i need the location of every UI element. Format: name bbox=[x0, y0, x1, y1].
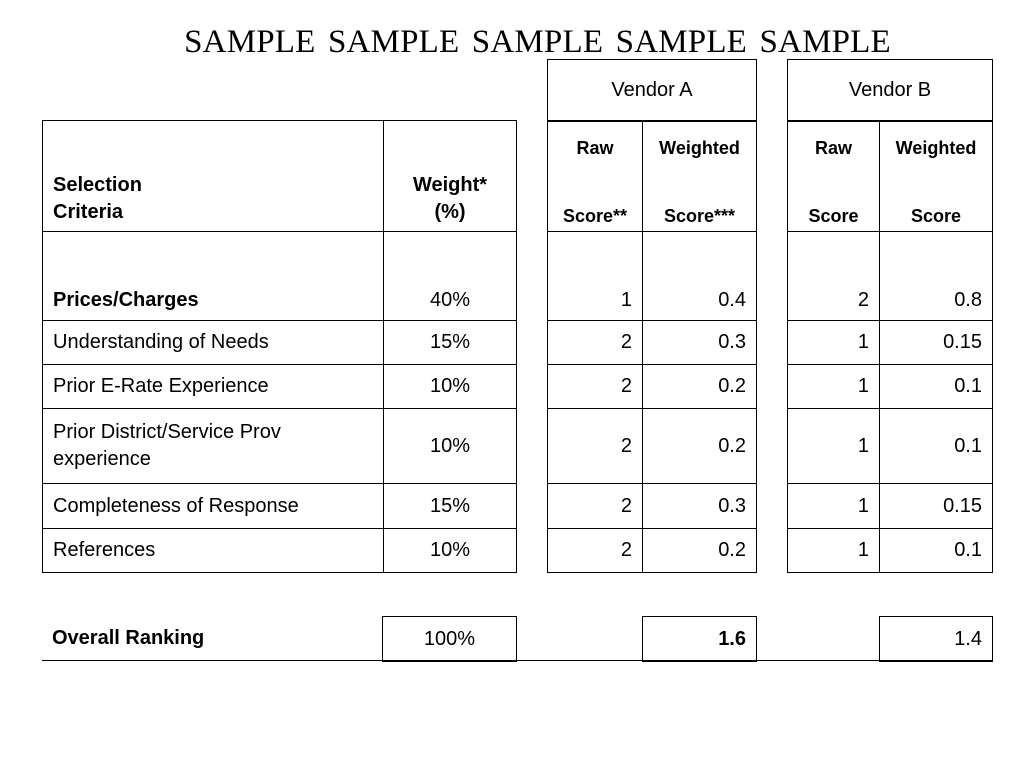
overall-b-box bbox=[879, 616, 993, 662]
criteria-cell: Prior District/Service Prov experience bbox=[43, 409, 384, 484]
vendor-b-raw-cell: 1 bbox=[788, 321, 880, 365]
vendor-a-label: Vendor A bbox=[548, 60, 757, 122]
vendor-a-raw-cell: 2 bbox=[548, 484, 643, 529]
vendor-a-weighted-cell: 0.3 bbox=[643, 484, 757, 529]
vendor-a-raw-cell: 2 bbox=[548, 321, 643, 365]
criteria-cell: Understanding of Needs bbox=[43, 321, 384, 365]
criteria-cell: References bbox=[43, 529, 384, 573]
vendor-b-raw-cell: 1 bbox=[788, 409, 880, 484]
vendor-b-weighted-cell: 0.1 bbox=[880, 365, 993, 409]
vendor-b-raw-cell: 1 bbox=[788, 484, 880, 529]
vendor-b-weighted-cell: 0.1 bbox=[880, 409, 993, 484]
criteria-cell: Prior E-Rate Experience bbox=[43, 365, 384, 409]
vendor-a-raw-cell: 1 bbox=[548, 232, 643, 321]
vendor-a-raw-cell: 2 bbox=[548, 409, 643, 484]
weight-cell: 15% bbox=[384, 321, 517, 365]
overall-ranking-label: Overall Ranking bbox=[42, 616, 382, 661]
vendor-a-raw-header: Raw Score** bbox=[548, 121, 643, 232]
overall-a-weighted-cell: 1.6 bbox=[643, 617, 757, 662]
page-title: SAMPLE SAMPLE SAMPLE SAMPLE SAMPLE bbox=[184, 24, 891, 60]
vendor-a-weighted-cell: 0.2 bbox=[643, 409, 757, 484]
overall-weight-cell: 100% bbox=[383, 617, 517, 662]
weight-cell: 15% bbox=[384, 484, 517, 529]
criteria-cell: Completeness of Response bbox=[43, 484, 384, 529]
vendor-a-raw-cell: 2 bbox=[548, 529, 643, 573]
weight-cell: 40% bbox=[384, 232, 517, 321]
overall-a-box bbox=[642, 616, 757, 662]
weight-cell: 10% bbox=[384, 529, 517, 573]
vendor-a-weighted-header: Weighted Score*** bbox=[643, 121, 757, 232]
criteria-header: Selection Criteria bbox=[43, 121, 384, 232]
vendor-b-raw-cell: 2 bbox=[788, 232, 880, 321]
vendor-b-table bbox=[787, 120, 993, 573]
vendor-b-header-box bbox=[787, 59, 993, 122]
vendor-b-raw-cell: 1 bbox=[788, 365, 880, 409]
vendor-b-weighted-cell: 0.8 bbox=[880, 232, 993, 321]
vendor-a-weighted-cell: 0.4 bbox=[643, 232, 757, 321]
vendor-b-weighted-cell: 0.1 bbox=[880, 529, 993, 573]
overall-b-weighted-cell: 1.4 bbox=[880, 617, 993, 662]
vendor-b-raw-cell: 1 bbox=[788, 529, 880, 573]
criteria-cell: Prices/Charges bbox=[43, 232, 384, 321]
vendor-a-weighted-cell: 0.2 bbox=[643, 365, 757, 409]
weight-cell: 10% bbox=[384, 409, 517, 484]
vendor-a-raw-cell: 2 bbox=[548, 365, 643, 409]
weight-cell: 10% bbox=[384, 365, 517, 409]
vendor-a-weighted-cell: 0.2 bbox=[643, 529, 757, 573]
vendor-a-header-box bbox=[547, 59, 757, 122]
criteria-table bbox=[42, 120, 517, 573]
vendor-a-table bbox=[547, 120, 757, 573]
overall-weight-box bbox=[382, 616, 517, 662]
weight-header: Weight* (%) bbox=[384, 121, 517, 232]
vendor-b-weighted-cell: 0.15 bbox=[880, 321, 993, 365]
vendor-a-weighted-cell: 0.3 bbox=[643, 321, 757, 365]
vendor-b-weighted-header: Weighted Score bbox=[880, 121, 993, 232]
vendor-b-raw-header: Raw Score bbox=[788, 121, 880, 232]
vendor-b-label: Vendor B bbox=[788, 60, 993, 122]
vendor-b-weighted-cell: 0.15 bbox=[880, 484, 993, 529]
